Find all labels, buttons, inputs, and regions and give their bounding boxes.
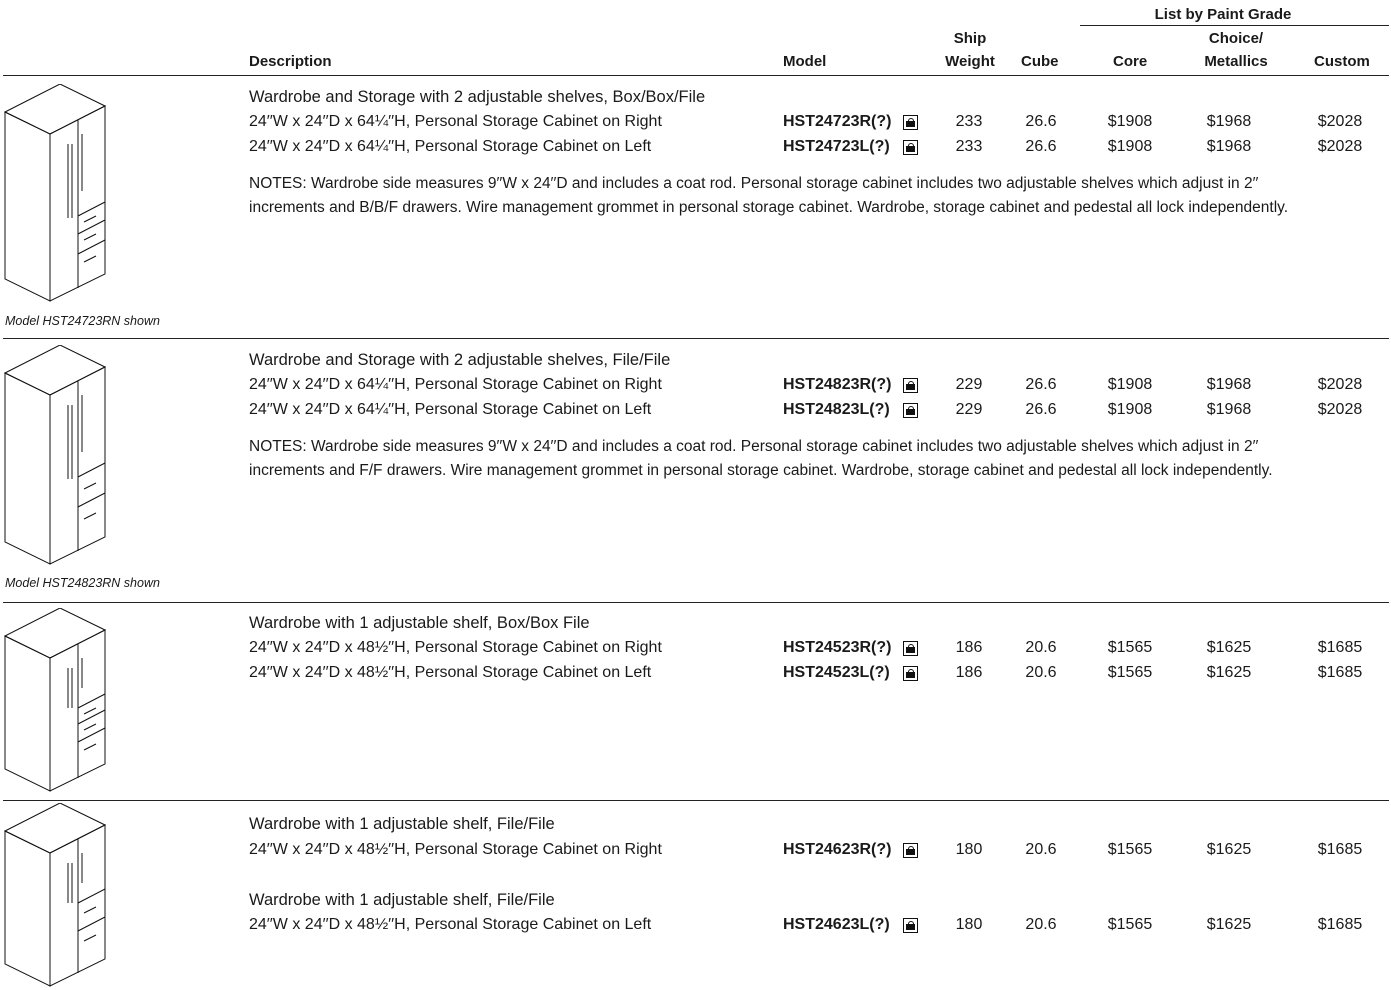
section-2-row-2-custom: $2028	[1317, 401, 1363, 418]
section-1-row-2-weight: 233	[955, 138, 983, 155]
header-rule	[3, 75, 1389, 76]
section-2-row-1-model: HST24823R(?)	[783, 376, 892, 393]
weight-heading: Weight	[945, 53, 995, 70]
lock-icon	[903, 918, 918, 933]
lock-icon	[903, 140, 918, 155]
section-3-row-1-choice: $1625	[1206, 639, 1252, 656]
section-divider	[3, 338, 1389, 339]
metallics-heading: Metallics	[1204, 53, 1268, 70]
choice-heading: Choice/	[1208, 30, 1264, 47]
section-1-row-2-custom: $2028	[1317, 138, 1363, 155]
section-3-title: Wardrobe with 1 adjustable shelf, Box/Box File	[249, 614, 590, 632]
section-5-title: Wardrobe with 1 adjustable shelf, File/File	[249, 891, 555, 909]
section-1-row-2-model: HST24723L(?)	[783, 138, 890, 155]
lock-icon	[903, 403, 918, 418]
section-1-row-1-core: $1908	[1107, 113, 1153, 130]
section-3-row-2-cube: 20.6	[1025, 664, 1057, 681]
section-1-row-1-desc: 24′′W x 24′′D x 64¼′′H, Personal Storage Cabinet on Right	[249, 113, 662, 130]
cabinet-illustration-1	[4, 84, 106, 302]
section-2-caption: Model HST24823RN shown	[5, 576, 160, 590]
section-3-row-2-choice: $1625	[1206, 664, 1252, 681]
lock-icon	[903, 378, 918, 393]
section-4-title: Wardrobe with 1 adjustable shelf, File/File	[249, 815, 555, 833]
section-1-row-2-choice: $1968	[1206, 138, 1252, 155]
section-4-row-1-choice: $1625	[1206, 841, 1252, 858]
section-2-row-2-cube: 26.6	[1025, 401, 1057, 418]
section-1-caption: Model HST24723RN shown	[5, 314, 160, 328]
ship-heading: Ship	[953, 30, 987, 47]
cabinet-illustration-4	[4, 803, 106, 987]
section-divider	[3, 800, 1389, 801]
section-3-row-1-custom: $1685	[1317, 639, 1363, 656]
section-3-row-1-core: $1565	[1107, 639, 1153, 656]
section-1-title: Wardrobe and Storage with 2 adjustable shelves, Box/Box/File	[249, 88, 706, 106]
section-3-row-1-desc: 24′′W x 24′′D x 48½′′H, Personal Storage Cabinet on Right	[249, 639, 662, 656]
section-4-row-1-weight: 180	[955, 841, 983, 858]
section-1-row-1-custom: $2028	[1317, 113, 1363, 130]
cabinet-illustration-3	[4, 608, 106, 792]
section-5-row-1-weight: 180	[955, 916, 983, 933]
section-5-row-1-custom: $1685	[1317, 916, 1363, 933]
section-4-row-1-custom: $1685	[1317, 841, 1363, 858]
lock-icon	[903, 843, 918, 858]
section-1-row-2-core: $1908	[1107, 138, 1153, 155]
section-1-row-2-cube: 26.6	[1025, 138, 1057, 155]
section-5-row-1-core: $1565	[1107, 916, 1153, 933]
section-3-row-2-weight: 186	[955, 664, 983, 681]
section-3-row-2-desc: 24′′W x 24′′D x 48½′′H, Personal Storage Cabinet on Left	[249, 664, 652, 681]
model-heading: Model	[783, 53, 827, 70]
section-4-row-1-core: $1565	[1107, 841, 1153, 858]
section-2-row-2-desc: 24′′W x 24′′D x 64¼′′H, Personal Storage Cabinet on Left	[249, 401, 652, 418]
custom-heading: Custom	[1314, 53, 1370, 70]
cube-heading: Cube	[1021, 53, 1059, 70]
core-heading: Core	[1113, 53, 1148, 70]
section-1-row-1-weight: 233	[955, 113, 983, 130]
cabinet-illustration-2	[4, 345, 106, 565]
section-1-row-2-desc: 24′′W x 24′′D x 64¼′′H, Personal Storage Cabinet on Left	[249, 138, 652, 155]
lock-icon	[903, 641, 918, 656]
section-2-row-2-choice: $1968	[1206, 401, 1252, 418]
section-3-row-2-model: HST24523L(?)	[783, 664, 890, 681]
description-heading: Description	[249, 53, 332, 70]
section-2-row-1-custom: $2028	[1317, 376, 1363, 393]
section-3-row-1-weight: 186	[955, 639, 983, 656]
section-2-row-2-weight: 229	[955, 401, 983, 418]
section-2-row-1-choice: $1968	[1206, 376, 1252, 393]
section-2-notes-line-1: NOTES: Wardrobe side measures 9′′W x 24′′D and includes a coat rod. Personal storage cabinet includes two adjustable shelves which adjust in 2′′	[249, 438, 1259, 455]
section-4-row-1-model: HST24623R(?)	[783, 841, 892, 858]
section-5-row-1-cube: 20.6	[1025, 916, 1057, 933]
list-by-paint-grade-heading: List by Paint Grade	[1154, 6, 1292, 23]
section-1-row-1-model: HST24723R(?)	[783, 113, 892, 130]
section-2-notes-line-2: increments and F/F drawers. Wire management grommet in personal storage cabinet. Wardrobe, storage cabinet and pedestal all lock independently.	[249, 462, 1273, 479]
section-2-row-1-desc: 24′′W x 24′′D x 64¼′′H, Personal Storage Cabinet on Right	[249, 376, 662, 393]
section-2-row-1-weight: 229	[955, 376, 983, 393]
lock-icon	[903, 666, 918, 681]
section-2-row-2-model: HST24823L(?)	[783, 401, 890, 418]
section-3-row-2-core: $1565	[1107, 664, 1153, 681]
section-divider	[3, 602, 1389, 603]
section-5-row-1-choice: $1625	[1206, 916, 1252, 933]
section-3-row-2-custom: $1685	[1317, 664, 1363, 681]
section-4-row-1-cube: 20.6	[1025, 841, 1057, 858]
section-2-row-1-core: $1908	[1107, 376, 1153, 393]
section-5-row-1-model: HST24623L(?)	[783, 916, 890, 933]
section-4-row-1-desc: 24′′W x 24′′D x 48½′′H, Personal Storage Cabinet on Right	[249, 841, 662, 858]
section-1-notes-line-2: increments and B/B/F drawers. Wire management grommet in personal storage cabinet. Wardrobe, storage cabinet and pedestal all lock independently.	[249, 199, 1289, 216]
section-3-row-1-model: HST24523R(?)	[783, 639, 892, 656]
section-2-row-2-core: $1908	[1107, 401, 1153, 418]
paint-grade-underline	[1080, 25, 1389, 26]
section-1-notes-line-1: NOTES: Wardrobe side measures 9′′W x 24′′D and includes a coat rod. Personal storage cabinet includes two adjustable shelves which adjust in 2′′	[249, 175, 1259, 192]
lock-icon	[903, 115, 918, 130]
section-5-row-1-desc: 24′′W x 24′′D x 48½′′H, Personal Storage Cabinet on Left	[249, 916, 652, 933]
section-1-row-1-choice: $1968	[1206, 113, 1252, 130]
section-2-title: Wardrobe and Storage with 2 adjustable shelves, File/File	[249, 351, 671, 369]
section-2-row-1-cube: 26.6	[1025, 376, 1057, 393]
section-1-row-1-cube: 26.6	[1025, 113, 1057, 130]
section-3-row-1-cube: 20.6	[1025, 639, 1057, 656]
